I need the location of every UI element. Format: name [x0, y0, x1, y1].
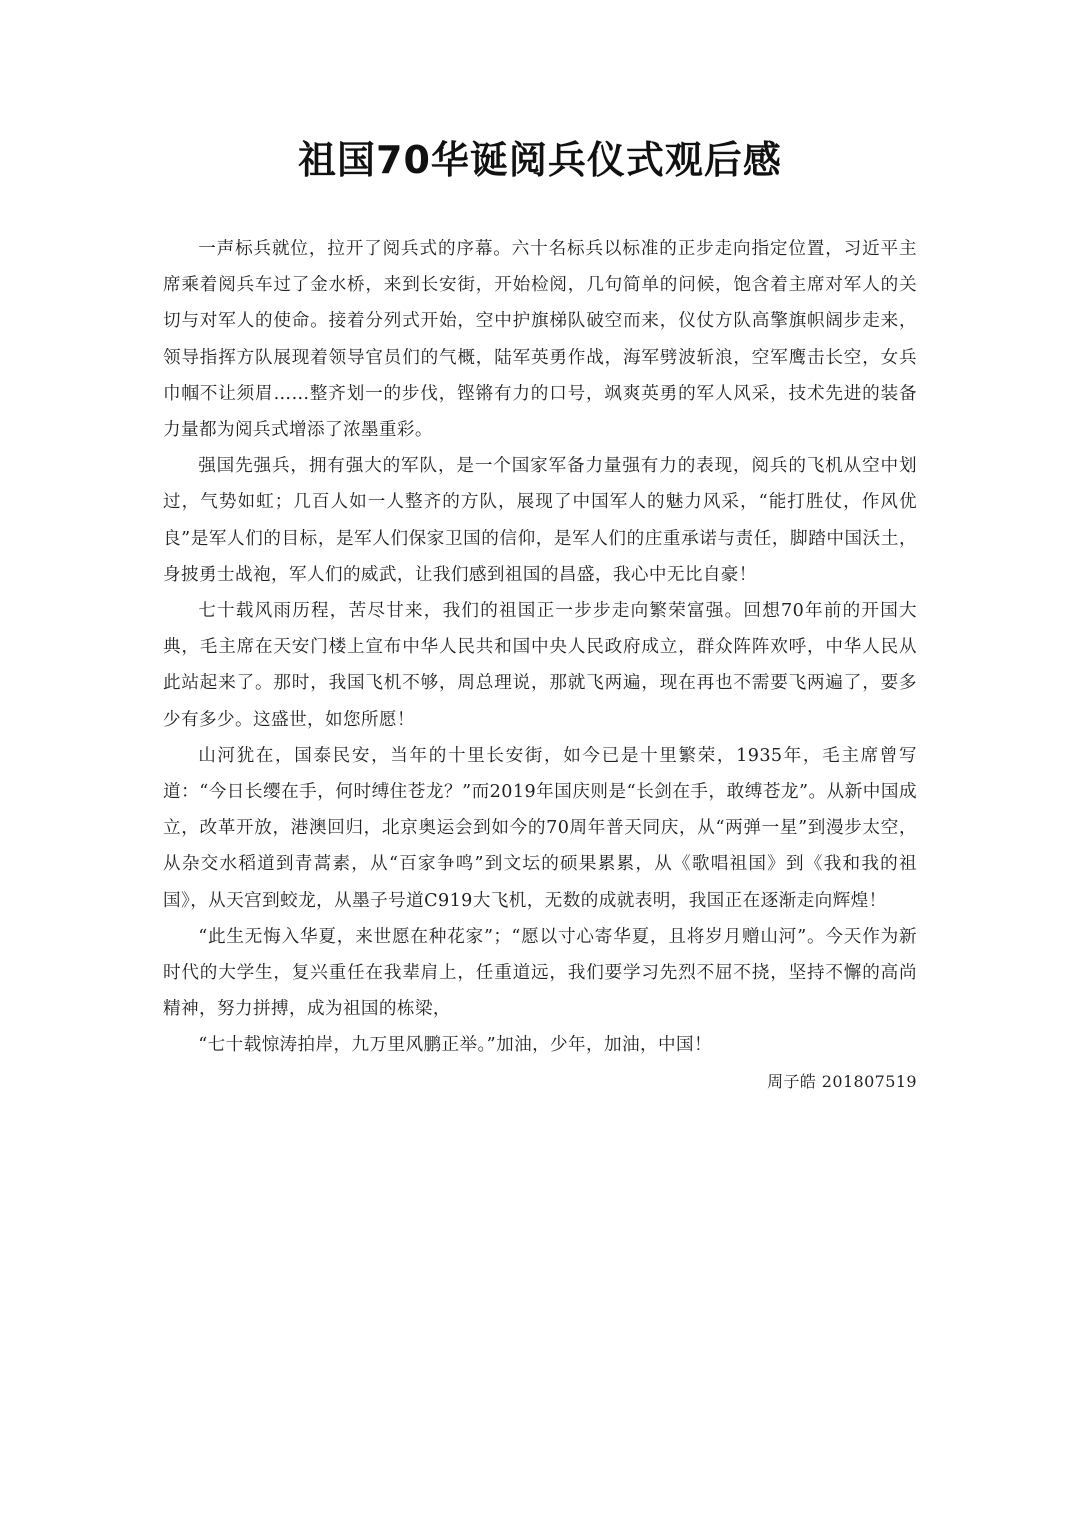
document-body: [163, 231, 917, 1100]
paragraph-1: 一声标兵就位，拉开了阅兵式的序幕。六十名标兵以标准的正步走向指定位置，习近平主席乘着阅兵车过了金水桥，来到长安街，开始检阅，几句简单的问候，饱含着主席对军人的关切与对军人的使命。接着分列式开始，空中护旗梯队破空而来，仪仗方队高擎旗帜阔步走来，领导指挥方队展现着领导官员们的气概，陆军英勇作战，海军劈波斩浪，空军鹰击长空，女兵巾帼不让须眉……整齐划一的步伐，铿锵有力的口号，飒爽英勇的军人风采，技术先进的装备力量都为阅兵式增添了浓墨重彩。: [163, 239, 917, 441]
paragraph-6: “七十载惊涛拍岸，九万里风鹏正举。”加油，少年，加油，中国！: [198, 1035, 713, 1056]
document-title: 祖国70华诞阅兵仪式观后感: [298, 138, 782, 182]
author-signature: 周子皓 201807519: [767, 1071, 917, 1091]
paragraph-2: 强国先强兵，拥有强大的军队，是一个国家军备力量强有力的表现，阅兵的飞机从空中划过，气势如虹；几百人如一人整齐的方队，展现了中国军人的魅力风采，“能打胜仗，作风优良”是军人们的目标，是军人们保家卫国的信仰，是军人们的庄重承诺与责任，脚踏中国沃土，身披勇士战袍，军人们的威武，让我们感到祖国的昌盛，我心中无比自豪！: [163, 456, 917, 585]
paragraph-4: 山河犹在，国泰民安，当年的十里长安街，如今已是十里繁荣，1935年，毛主席曾写道：“今日长缨在手，何时缚住苍龙？”而2019年国庆则是“长剑在手，敢缚苍龙”。从新中国成立，改革开放，港澳回归，北京奥运会到如今的70周年普天同庆，从“两弹一星”到漫步太空，从杂交水稻道到青蒿素，从“百家争鸣”到文坛的硕果累累，从《歌唱祖国》到《我和我的祖国》，从天宫到蛟龙，从墨子号道C919大飞机，无数的成就表明，我国正在逐渐走向辉煌！: [163, 745, 917, 911]
paragraph-5: “此生无悔入华夏，来世愿在种花家”；“愿以寸心寄华夏，且将岁月赠山河”。今天作为新时代的大学生，复兴重任在我辈肩上，任重道远，我们要学习先烈不屈不挠，坚持不懈的高尚精神，努力拼搏，成为祖国的栋梁，: [163, 926, 917, 1020]
paragraph-3: 七十载风雨历程，苦尽甘来，我们的祖国正一步步走向繁荣富强。回想70年前的开国大典，毛主席在天安门楼上宣布中华人民共和国中央人民政府成立，群众阵阵欢呼，中华人民从此站起来了。那时，我国飞机不够，周总理说，那就飞两遍，现在再也不需要飞两遍了，要多少有多少。这盛世，如您所愿！: [163, 601, 917, 730]
